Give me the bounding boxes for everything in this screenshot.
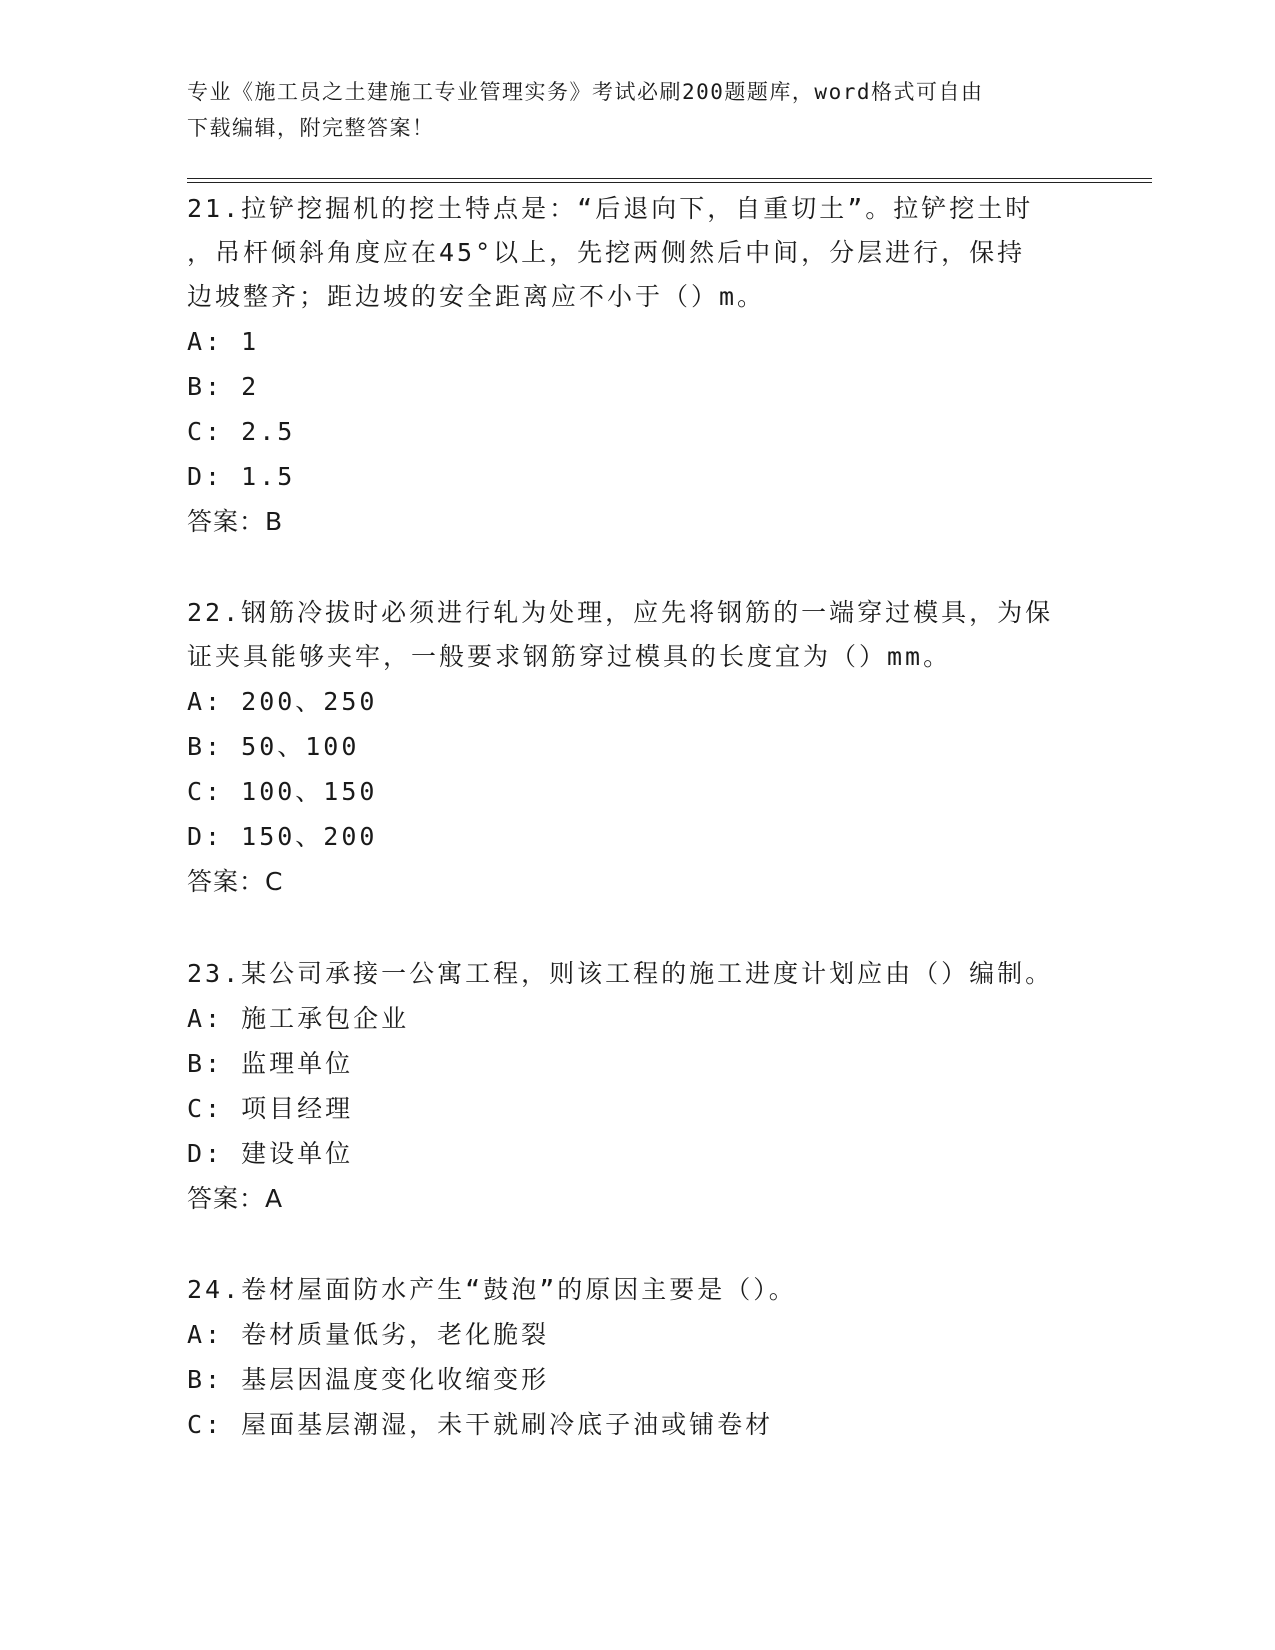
option-a: A: 200、250	[187, 687, 378, 716]
question-stem	[187, 952, 1087, 996]
question-22	[187, 591, 1087, 904]
option-b: B: 50、100	[187, 732, 360, 761]
stem-line: 证夹具能够夹牢，一般要求钢筋穿过模具的长度宜为（）mm。	[187, 642, 952, 671]
option-b: B: 2	[187, 372, 260, 401]
stem-line: 22.钢筋冷拔时必须进行轧为处理，应先将钢筋的一端穿过模具，为保	[187, 598, 1054, 627]
stem-line: 21.拉铲挖掘机的挖土特点是：“后退向下，自重切土”。拉铲挖土时	[187, 194, 1034, 223]
stem-line: 边坡整齐；距边坡的安全距离应不小于（）m。	[187, 282, 766, 311]
question-stem	[187, 187, 1087, 319]
option-a: A: 施工承包企业	[187, 1004, 410, 1033]
question-stem	[187, 1268, 1087, 1312]
question-21	[187, 187, 1087, 544]
option-d: D: 1.5	[187, 462, 296, 491]
stem-line: 24.卷材屋面防水产生“鼓泡”的原因主要是（）。	[187, 1275, 797, 1304]
header-line-1: 专业《施工员之土建施工专业管理实务》考试必刷200题题库，word格式可自由	[187, 80, 984, 104]
option-c: C: 100、150	[187, 777, 378, 806]
option-a: A: 卷材质量低劣，老化脆裂	[187, 1320, 550, 1349]
stem-line: 23.某公司承接一公寓工程，则该工程的施工进度计划应由（）编制。	[187, 959, 1054, 988]
answer: 答案：C	[187, 867, 284, 896]
header-line-2: 下载编辑，附完整答案！	[187, 116, 435, 140]
document-header	[187, 74, 1067, 146]
option-c: C: 项目经理	[187, 1094, 354, 1123]
option-b: B: 监理单位	[187, 1049, 354, 1078]
option-d: D: 建设单位	[187, 1139, 354, 1168]
option-c: C: 屋面基层潮湿，未干就刷冷底子油或铺卷材	[187, 1410, 774, 1439]
option-c: C: 2.5	[187, 417, 296, 446]
question-stem	[187, 591, 1087, 679]
question-24	[187, 1268, 1087, 1447]
question-23	[187, 952, 1087, 1221]
stem-line: ，吊杆倾斜角度应在45°以上，先挖两侧然后中间，分层进行，保持	[187, 238, 1026, 267]
option-d: D: 150、200	[187, 822, 378, 851]
answer: 答案：B	[187, 507, 284, 536]
header-double-rule	[187, 178, 1152, 183]
option-b: B: 基层因温度变化收缩变形	[187, 1365, 550, 1394]
option-a: A: 1	[187, 327, 260, 356]
answer: 答案：A	[187, 1184, 284, 1213]
